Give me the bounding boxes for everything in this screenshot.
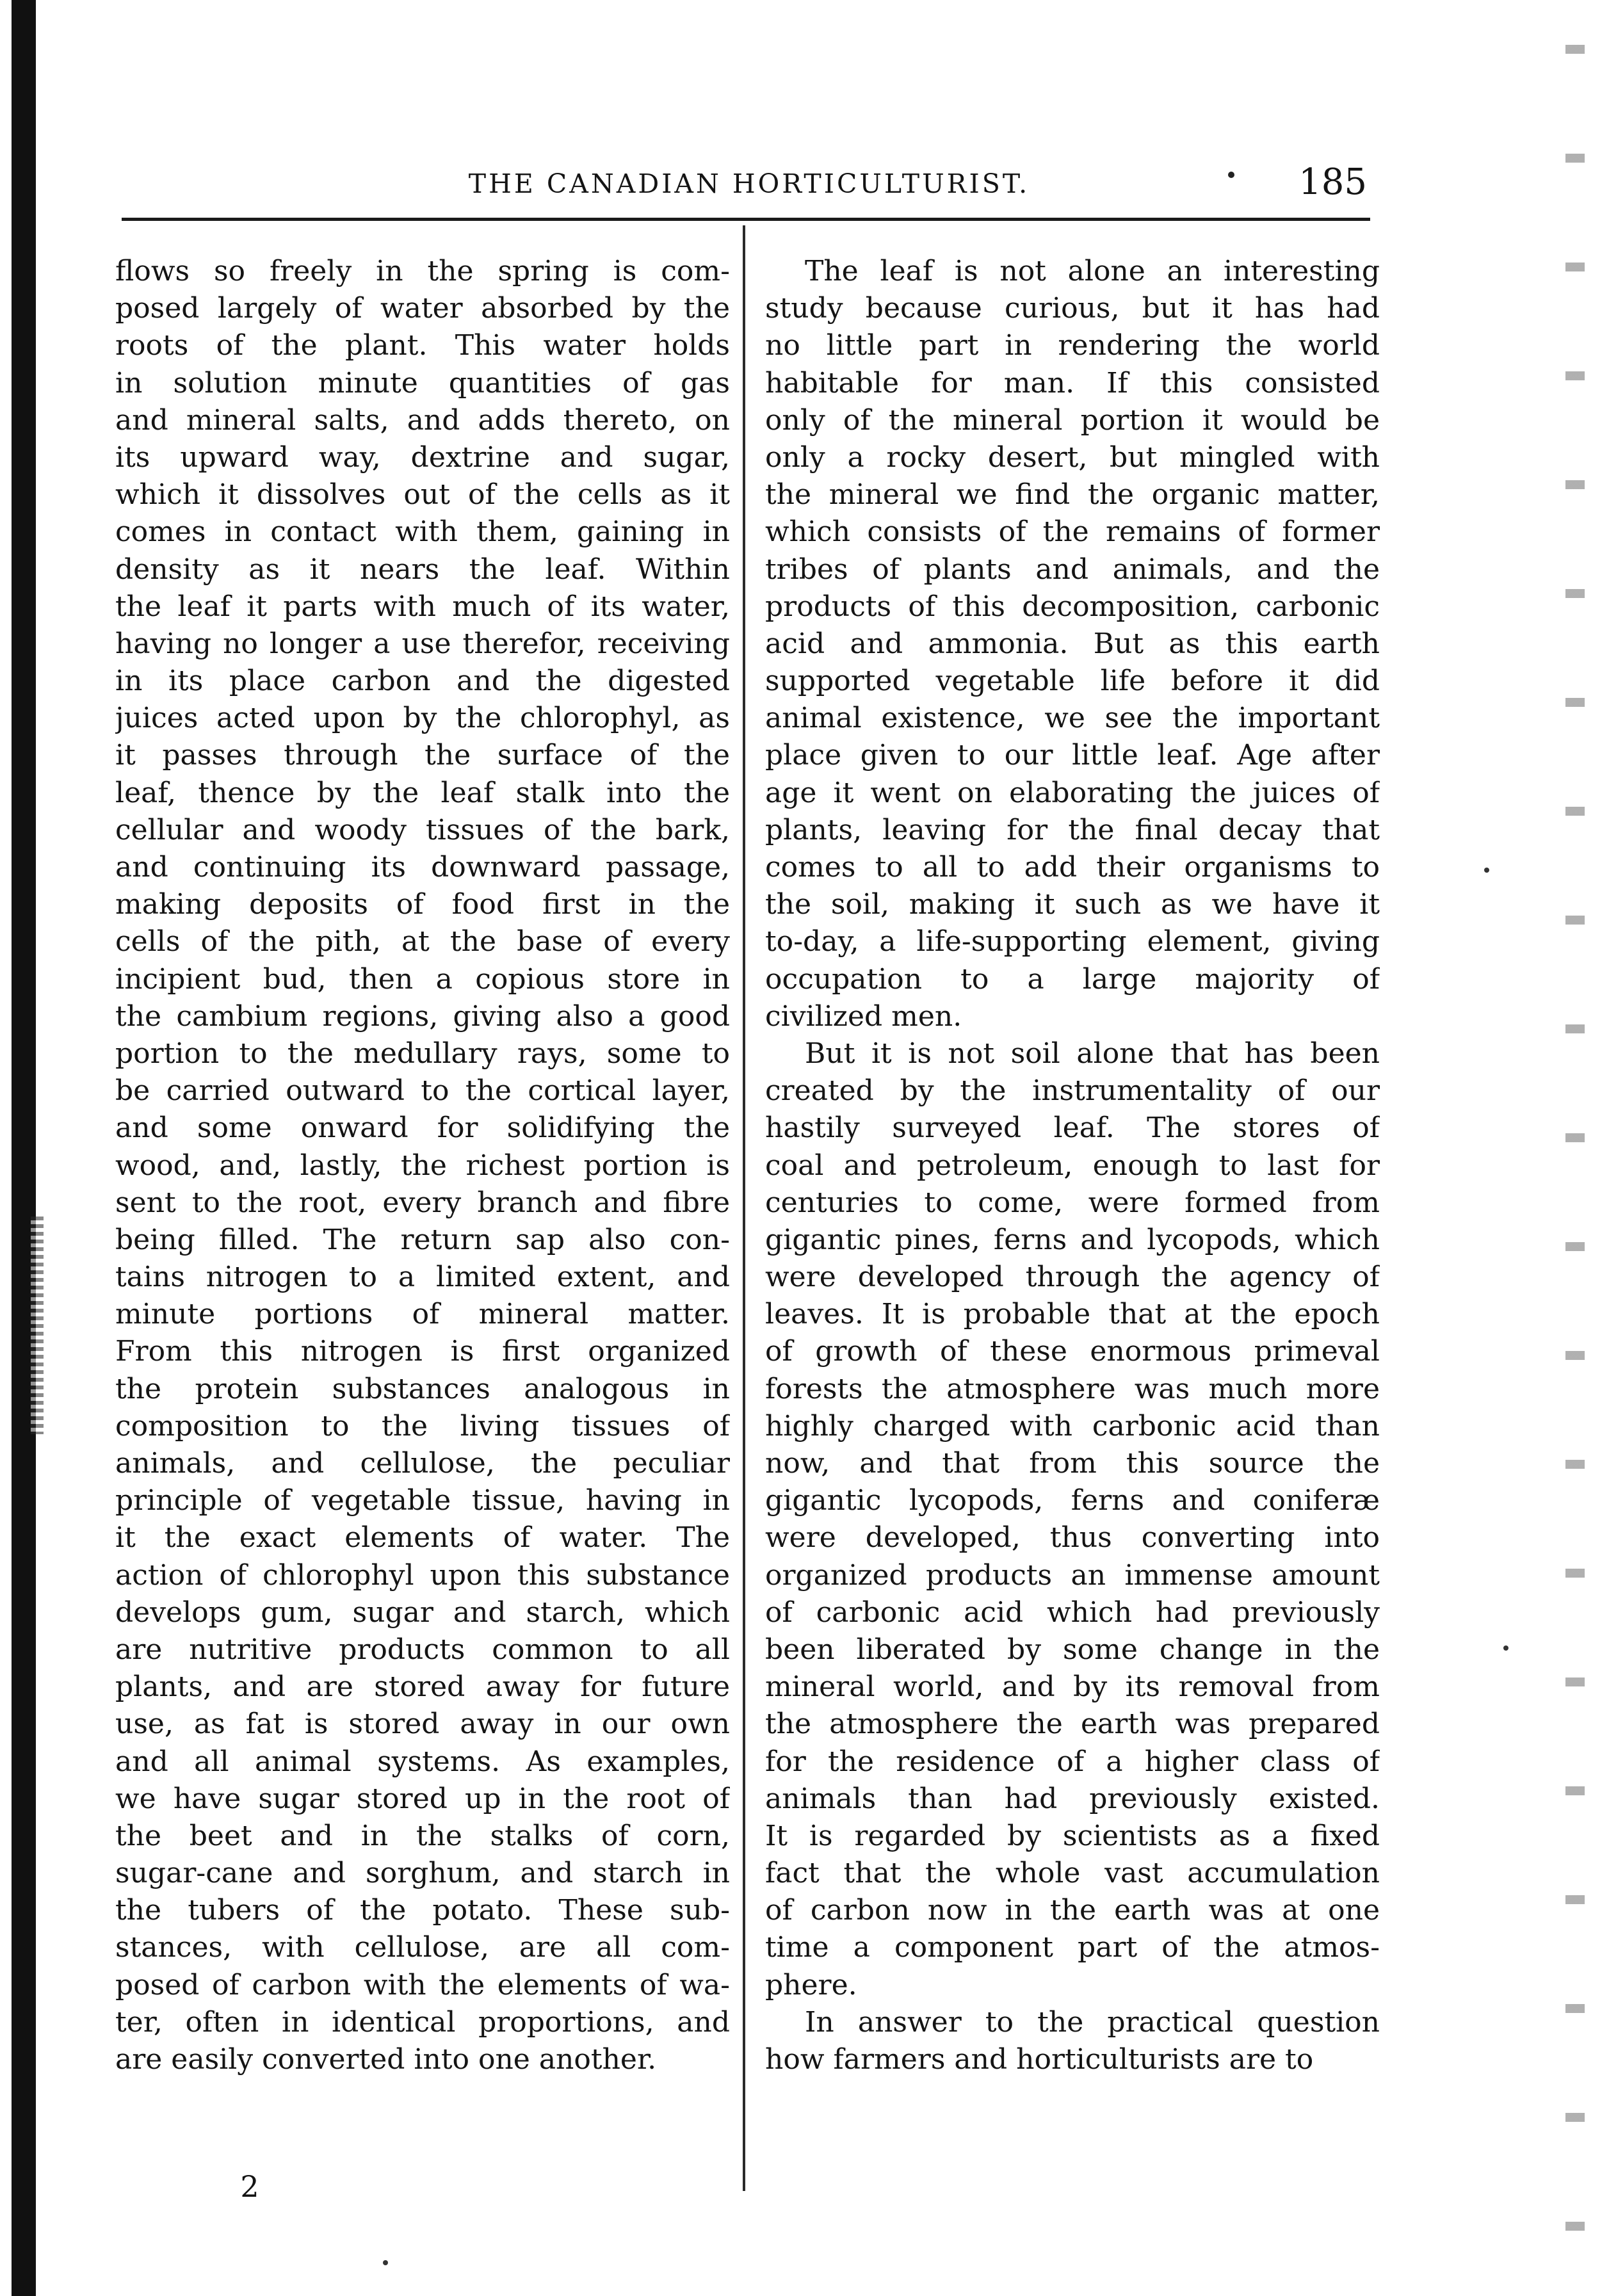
text-line: supported vegetable life before it did [765, 665, 1380, 698]
text-line: tribes of plants and animals, and the [765, 553, 1380, 586]
text-line: flows so freely in the spring is com- [115, 255, 730, 287]
text-line: which it dissolves out of the cells as it [115, 478, 730, 512]
text-line: acid and ammonia. But as this earth [765, 627, 1380, 660]
text-line: hastily surveyed leaf. The stores of [765, 1112, 1380, 1145]
text-line: principle of vegetable tissue, having in [115, 1484, 730, 1517]
text-line: incipient bud, then a copious store in [115, 962, 730, 996]
scan-speck [1484, 868, 1489, 873]
text-line: sugar-cane and sorghum, and starch in [115, 1857, 730, 1890]
text-line: organized products an immense amount [765, 1558, 1380, 1592]
text-line: stances, with cellulose, are all com- [115, 1931, 730, 1964]
text-line: which consists of the remains of former [765, 515, 1380, 549]
signature-mark: 2 [240, 2169, 259, 2204]
text-line: tains nitrogen to a limited extent, and [115, 1261, 730, 1294]
column-divider [743, 225, 745, 2191]
text-line: and some onward for solidifying the [115, 1112, 730, 1145]
text-line: now, and that from this source the [765, 1447, 1380, 1480]
text-line: composition to the living tissues of [115, 1409, 730, 1443]
text-line: posed largely of water absorbed by the [115, 292, 730, 325]
text-line: mineral world, and by its removal from [765, 1670, 1380, 1704]
text-line: plants, leaving for the final decay that [765, 813, 1380, 846]
scan-page-edge [12, 0, 36, 2296]
text-line: cellular and woody tissues of the bark, [115, 813, 730, 846]
text-line: animals, and cellulose, the peculiar [115, 1447, 730, 1480]
text-line: gigantic lycopods, ferns and coniferæ [765, 1484, 1380, 1517]
left-column [115, 253, 730, 2078]
text-line: the tubers of the potato. These sub- [115, 1894, 730, 1927]
text-line: the leaf it parts with much of its water, [115, 590, 730, 623]
text-line: roots of the plant. This water holds [115, 329, 730, 362]
text-line: the atmosphere the earth was prepared [765, 1708, 1380, 1741]
text-line: in solution minute quantities of gas [115, 366, 730, 400]
text-line: develops gum, sugar and starch, which [115, 1596, 730, 1629]
text-line: created by the instrumentality of our [765, 1074, 1380, 1108]
text-line: portion to the medullary rays, some to [115, 1037, 730, 1070]
text-line: minute portions of mineral matter. [115, 1298, 730, 1331]
text-line: forests the atmosphere was much more [765, 1372, 1380, 1405]
text-line: comes in contact with them, gaining in [115, 515, 730, 549]
text-line: be carried outward to the cortical layer, [115, 1074, 730, 1108]
scan-speck [383, 2260, 388, 2265]
text-line: time a component part of the atmos- [765, 1931, 1380, 1964]
text-line: From this nitrogen is first organized [115, 1335, 730, 1368]
text-line: were developed, thus converting into [765, 1521, 1380, 1555]
text-line: plants, and are stored away for future [115, 1670, 730, 1704]
scan-edge-noise [31, 1217, 44, 1434]
text-line: cells of the pith, at the base of every [115, 925, 730, 958]
text-line: fact that the whole vast accumulation [765, 1857, 1380, 1890]
text-line: in its place carbon and the digested [115, 665, 730, 698]
text-line: are easily converted into one another. [115, 2043, 657, 2076]
text-line: being filled. The return sap also con- [115, 1223, 730, 1256]
text-line: comes to all to add their organisms to [765, 851, 1380, 884]
text-line: sent to the root, every branch and fibre [115, 1186, 730, 1219]
text-line: coal and petroleum, enough to last for [765, 1149, 1380, 1182]
text-line: phere. [765, 1968, 857, 2001]
scan-speck [1503, 1645, 1508, 1651]
text-line: density as it nears the leaf. Within [115, 553, 730, 586]
text-line: civilized men. [765, 999, 962, 1033]
right-column [765, 253, 1380, 2078]
running-header-title: THE CANADIAN HORTICULTURIST. [468, 168, 1030, 199]
text-line: occupation to a large majority of [765, 962, 1380, 996]
text-line: highly charged with carbonic acid than [765, 1409, 1380, 1443]
text-line: leaf, thence by the leaf stalk into the [115, 776, 730, 809]
text-line: of growth of these enormous primeval [765, 1335, 1380, 1368]
text-line: of carbon now in the earth was at one [765, 1894, 1380, 1927]
text-line: only a rocky desert, but mingled with [765, 441, 1380, 474]
scan-right-margin-noise [1565, 0, 1585, 2296]
text-line: the mineral we find the organic matter, [765, 478, 1380, 512]
text-line: are nutritive products common to all [115, 1633, 730, 1666]
text-line: It is regarded by scientists as a fixed [765, 1819, 1380, 1852]
header-speck [1228, 172, 1234, 178]
text-line: the beet and in the stalks of corn, [115, 1819, 730, 1852]
text-line: habitable for man. If this consisted [765, 366, 1380, 400]
text-line: use, as fat is stored away in our own [115, 1708, 730, 1741]
text-line: leaves. It is probable that at the epoch [765, 1298, 1380, 1331]
text-line: animals than had previously existed. [765, 1782, 1380, 1815]
text-line: its upward way, dextrine and sugar, [115, 441, 730, 474]
text-line: only of the mineral portion it would be [765, 403, 1380, 437]
text-line: juices acted upon by the chlorophyl, as [115, 702, 730, 735]
text-line: the soil, making it such as we have it [765, 888, 1380, 921]
text-line: were developed through the agency of [765, 1261, 1380, 1294]
text-line: of carbonic acid which had previously [765, 1596, 1380, 1629]
text-line: and continuing its downward passage, [115, 851, 730, 884]
text-line: study because curious, but it has had [765, 292, 1380, 325]
text-line: products of this decomposition, carbonic [765, 590, 1380, 623]
text-line: how farmers and horticulturists are to [765, 2043, 1314, 2076]
text-line: for the residence of a higher class of [765, 1745, 1380, 1778]
text-line: and all animal systems. As examples, [115, 1745, 730, 1778]
text-line: wood, and, lastly, the richest portion is [115, 1149, 730, 1182]
text-line: age it went on elaborating the juices of [765, 776, 1380, 809]
text-line: But it is not soil alone that has been [805, 1037, 1380, 1070]
text-line: ter, often in identical proportions, and [115, 2005, 730, 2039]
page-number: 185 [1298, 161, 1367, 203]
text-line: having no longer a use therefor, receiving [115, 627, 730, 660]
text-line: action of chlorophyl upon this substance [115, 1558, 730, 1592]
text-line: no little part in rendering the world [765, 329, 1380, 362]
text-line: centuries to come, were formed from [765, 1186, 1380, 1219]
text-line: been liberated by some change in the [765, 1633, 1380, 1666]
text-line: animal existence, we see the important [765, 702, 1380, 735]
header-rule [122, 218, 1370, 221]
text-line: the protein substances analogous in [115, 1372, 730, 1405]
text-line: posed of carbon with the elements of wa- [115, 1968, 730, 2001]
text-line: place given to our little leaf. Age after [765, 739, 1380, 772]
text-line: the cambium regions, giving also a good [115, 999, 730, 1033]
text-line: we have sugar stored up in the root of [115, 1782, 730, 1815]
text-line: In answer to the practical question [805, 2005, 1380, 2039]
text-line: The leaf is not alone an interesting [805, 255, 1380, 287]
text-line: making deposits of food first in the [115, 888, 730, 921]
text-line: it passes through the surface of the [115, 739, 730, 772]
text-line: gigantic pines, ferns and lycopods, which [765, 1223, 1380, 1256]
text-line: to-day, a life-supporting element, giving [765, 925, 1380, 958]
text-line: and mineral salts, and adds thereto, on [115, 403, 730, 437]
text-line: it the exact elements of water. The [115, 1521, 730, 1555]
